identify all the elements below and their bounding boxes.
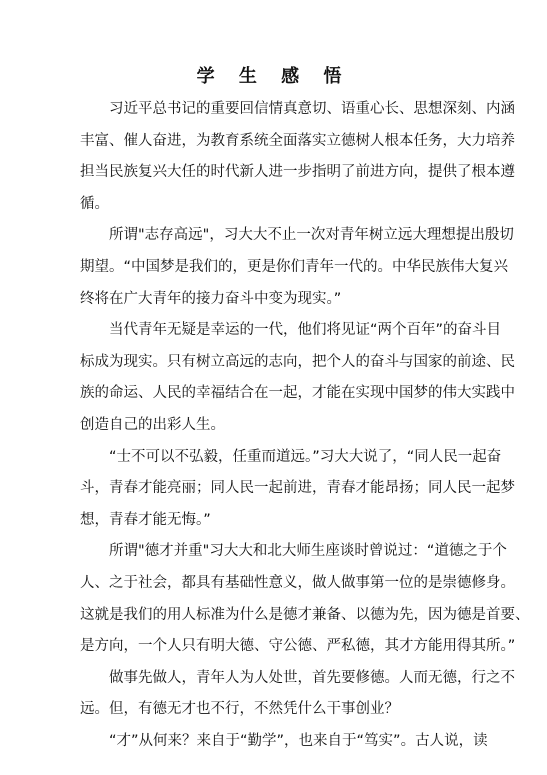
body-line: 是方向，一个人只有明大德、守公德、严私德，其才方能用得其所。” bbox=[80, 638, 516, 655]
body-line: “士不可以不弘毅，任重而道远。”习大大说了，“同人民一起奋 bbox=[80, 448, 502, 465]
body-line: 当代青年无疑是幸运的一代，他们将见证“两个百年”的奋斗目 bbox=[80, 322, 502, 339]
body-line: 习近平总书记的重要回信情真意切、语重心长、思想深刻、内涵 bbox=[80, 101, 515, 117]
body-line: 标成为现实。只有树立高远的志向，把个人的奋斗与国家的前途、民 bbox=[80, 353, 515, 370]
body-line: 期望。“中国梦是我们的，更是你们青年一代的。中华民族伟大复兴 bbox=[80, 258, 509, 275]
document-body bbox=[80, 94, 530, 757]
body-line: 想，青春才能无悔。” bbox=[80, 511, 211, 528]
body-line: 族的命运、人民的幸福结合在一起，才能在实现中国梦的伟大实践中 bbox=[80, 385, 515, 402]
body-line: 创造自己的出彩人生。 bbox=[80, 416, 225, 433]
body-line: 所谓"德才并重"习大大和北大师生座谈时曾说过：“道德之于个 bbox=[80, 543, 507, 560]
body-line: 做事先做人，青年人为人处世，首先要修德。人而无德，行之不 bbox=[80, 669, 515, 686]
body-line: 远。但，有德无才也不行，不然凭什么干事创业？ bbox=[80, 701, 399, 718]
body-line: 担当民族复兴大任的时代新人进一步指明了前进方向，提供了根本遵 bbox=[80, 164, 515, 181]
body-line: 这就是我们的用人标准为什么是德才兼备、以德为先，因为德是首要、 bbox=[80, 606, 530, 623]
body-line: 人、之于社会，都具有基础性意义，做人做事第一位的是崇德修身。 bbox=[80, 574, 515, 591]
body-line: 所谓"志存高远"，习大大不止一次对青年树立远大理想提出殷切 bbox=[80, 227, 514, 244]
body-line: 丰富、催人奋进，为教育系统全面落实立德树人根本任务，大力培养 bbox=[80, 132, 515, 149]
body-line: “才”从何来？来自于“勤学”，也来自于“笃实”。古人说，读 bbox=[80, 732, 488, 749]
body-line: 斗，青春才能亮丽；同人民一起前进，青春才能昂扬；同人民一起梦 bbox=[80, 480, 515, 497]
body-line: 终将在广大青年的接力奋斗中变为现实。” bbox=[80, 290, 342, 307]
body-line: 循。 bbox=[80, 195, 109, 212]
document-title: 学 生 感 悟 bbox=[196, 66, 351, 87]
